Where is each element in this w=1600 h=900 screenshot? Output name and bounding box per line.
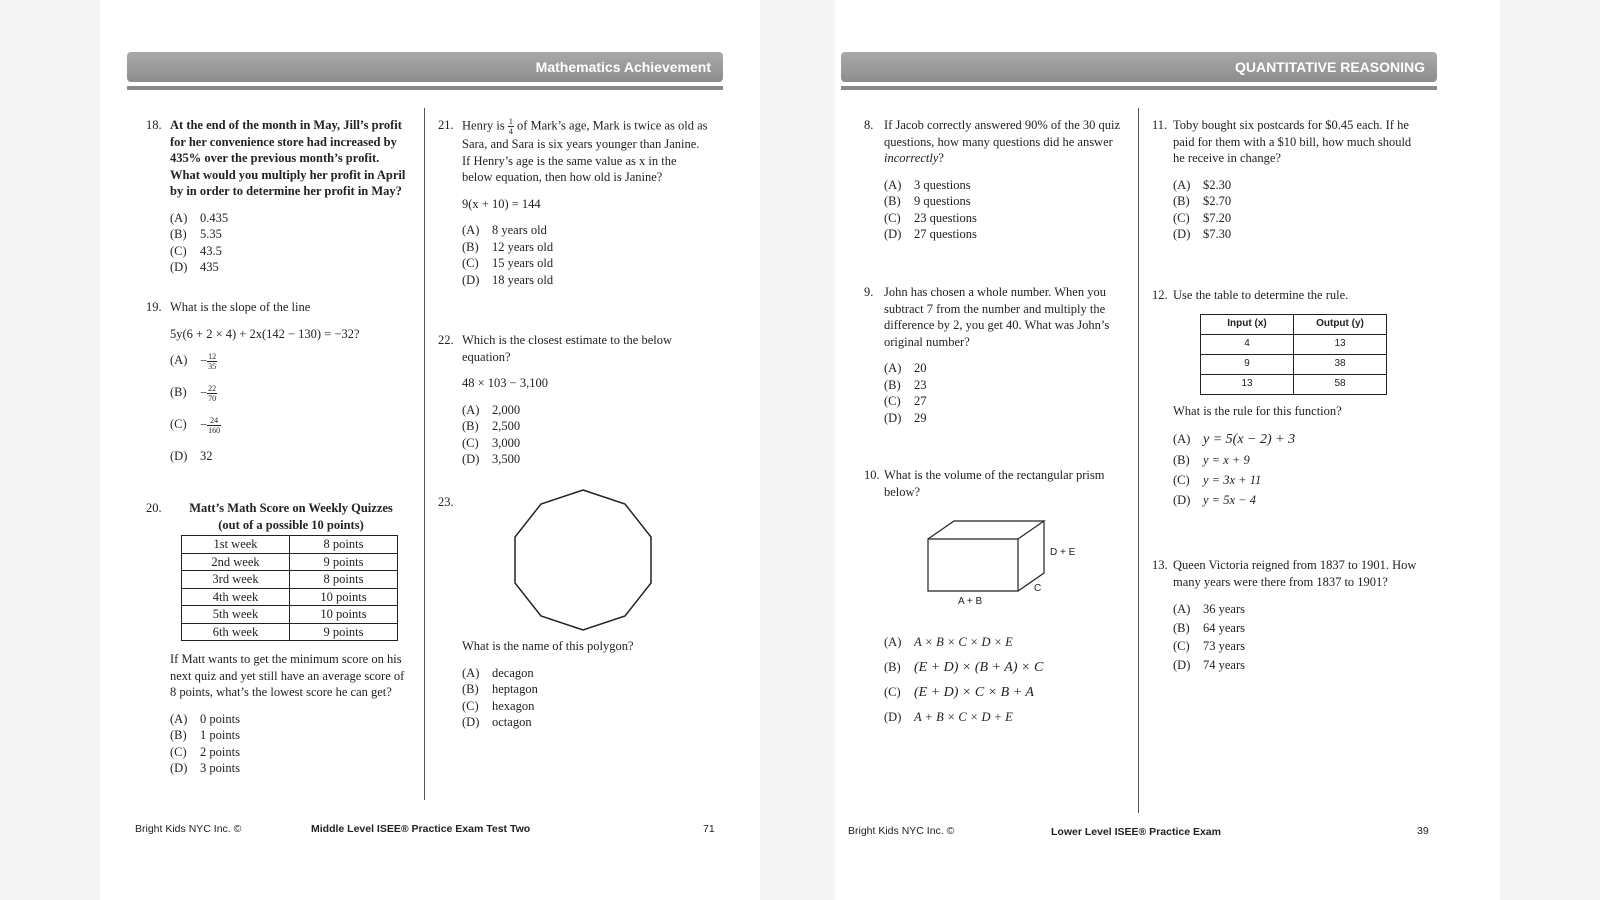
- right-column-divider: [1138, 108, 1139, 813]
- answer-option-b[interactable]: (B) 9 questions: [884, 194, 971, 208]
- answer-option-b[interactable]: (B) (E + D) × (B + A) × C: [884, 660, 1044, 675]
- score-cell: 8 points: [290, 571, 398, 589]
- answer-option-a[interactable]: (A) 3 questions: [884, 177, 971, 192]
- prism-height-label: D + E: [1050, 547, 1076, 558]
- equation: 9(x + 10) = 144: [462, 196, 541, 211]
- question-stem: Queen Victoria reigned from 1837 to 1901. How many years were there from 1837 to 1901?: [1173, 558, 1417, 589]
- answer-option-a[interactable]: (A) 36 years: [1173, 602, 1245, 616]
- decagon-figure: [505, 486, 661, 634]
- answer-option-c[interactable]: (C) 27: [884, 394, 927, 408]
- answer-option-d[interactable]: (D) 3,500: [462, 452, 521, 466]
- answer-option-a[interactable]: (A) decagon: [462, 665, 534, 680]
- question-19: [146, 299, 411, 480]
- footer-page-number: 39: [1417, 825, 1429, 837]
- answer-options: [884, 630, 1128, 730]
- answer-options: [170, 352, 411, 480]
- answer-option-b[interactable]: (B) 2,500: [462, 419, 521, 433]
- answer-option-b[interactable]: (B) 23: [884, 377, 927, 392]
- score-cell: 10 points: [290, 588, 398, 606]
- score-table: [181, 535, 398, 641]
- footer-publisher: Bright Kids NYC Inc. ©: [135, 823, 242, 835]
- answer-option-a[interactable]: (A) 2,000: [462, 402, 521, 417]
- question-prompt: What is the rule for this function?: [1173, 403, 1342, 418]
- question-number: 11.: [1152, 118, 1168, 132]
- answer-option-d[interactable]: (D) A + B × C × D + E: [884, 710, 1013, 724]
- column-header: Input (x): [1201, 314, 1294, 334]
- answer-option-b[interactable]: (B) − $\frac{22}{70}$: [170, 384, 217, 403]
- question-10-options: [864, 630, 1128, 730]
- table-header-row: [1201, 314, 1387, 334]
- prism-width-label: A + B: [958, 596, 983, 607]
- question-number: 21.: [438, 118, 454, 132]
- question-8: [864, 117, 1128, 243]
- question-stem: At the end of the month in May, Jill’s profit for her convenience store had increased by 435% over the previous month’s profit. What would you multiply her profit in April by in order to determine her profit in May?: [170, 118, 406, 198]
- question-stem: What is the slope of the line: [170, 300, 311, 314]
- table-row: [182, 536, 398, 554]
- question-stem: John has chosen a whole number. When you subtract 7 from the number and multiply the difference by 2, you get 40. What was John’s original number?: [884, 285, 1110, 349]
- footer-publisher: Bright Kids NYC Inc. ©: [848, 825, 955, 837]
- table-row: [182, 606, 398, 624]
- table-title: Matt’s Math Score on Weekly Quizzes: [189, 501, 393, 515]
- answer-option-a[interactable]: (A) 0.435: [170, 210, 229, 225]
- answer-option-d[interactable]: (D) 74 years: [1173, 657, 1245, 672]
- score-cell: 10 points: [290, 606, 398, 624]
- question-number: 10.: [864, 468, 880, 482]
- answer-options: [462, 222, 710, 288]
- answer-option-d[interactable]: (D) 27 questions: [884, 227, 977, 241]
- left-header-rule: [127, 86, 723, 90]
- question-13: [1152, 557, 1422, 674]
- fraction: $\frac{1}{4}$: [508, 117, 513, 136]
- answer-option-b[interactable]: (B) y = x + 9: [1173, 453, 1250, 467]
- footer-page-number: 71: [703, 823, 715, 835]
- question-stem: Henry is $\frac{1}{4}$ of Mark’s age, Mark is twice as old as Sara, and Sara is six years younger than Janine. If Henry’s age is the same value as x in the below equation, then how old is Janine?: [462, 117, 708, 184]
- answer-option-c[interactable]: (C) 15 years old: [462, 256, 554, 270]
- answer-option-d[interactable]: (D) 435: [170, 260, 219, 274]
- answer-options: [1173, 429, 1422, 510]
- question-number: 13.: [1152, 558, 1168, 572]
- question-12: [1152, 287, 1422, 510]
- rectangular-prism-figure: [920, 515, 1090, 610]
- score-cell: 9 points: [290, 553, 398, 571]
- question-11: [1152, 117, 1422, 243]
- footer-title: Lower Level ISEE® Practice Exam: [1051, 826, 1221, 838]
- answer-option-c[interactable]: (C) 2 points: [170, 744, 240, 759]
- question-number: 22.: [438, 333, 454, 347]
- answer-option-a[interactable]: (A) y = 5(x − 2) + 3: [1173, 432, 1296, 447]
- question-9: [864, 284, 1128, 426]
- answer-options: [1173, 177, 1422, 243]
- answer-option-a[interactable]: (A) $2.30: [1173, 177, 1232, 192]
- question-stem: Which is the closest estimate to the below equation?: [462, 333, 673, 364]
- answer-option-d[interactable]: (D) 32: [170, 449, 213, 463]
- answer-option-d[interactable]: (D) octagon: [462, 715, 532, 729]
- table-row: [182, 588, 398, 606]
- question-number: 20.: [146, 501, 162, 515]
- answer-option-a[interactable]: (A) 8 years old: [462, 223, 547, 237]
- question-18: [146, 117, 411, 276]
- answer-options: [462, 665, 710, 731]
- question-22: [438, 332, 710, 468]
- answer-options: [170, 210, 411, 276]
- question-number: 9.: [864, 285, 874, 299]
- footer-title: Middle Level ISEE® Practice Exam Test Two: [311, 823, 531, 835]
- answer-option-c[interactable]: (C) y = 3x + 11: [1173, 473, 1262, 487]
- answer-option-c[interactable]: (C) (E + D) × C × B + A: [884, 685, 1034, 700]
- week-cell: 1st week: [182, 536, 290, 554]
- question-number: 18.: [146, 118, 162, 132]
- function-table: [1200, 314, 1387, 395]
- answer-option-c[interactable]: (C) 3,000: [462, 435, 521, 450]
- answer-option-d[interactable]: (D) y = 5x − 4: [1173, 493, 1256, 507]
- question-number: 23.: [438, 495, 454, 509]
- right-section-header: QUANTITATIVE REASONING: [841, 52, 1437, 82]
- week-cell: 5th week: [182, 606, 290, 624]
- answer-option-b[interactable]: (B) 5.35: [170, 227, 222, 241]
- question-stem: What is the name of this polygon?: [462, 639, 634, 653]
- score-cell: 9 points: [290, 623, 398, 641]
- answer-option-b[interactable]: (B) $2.70: [1173, 194, 1232, 208]
- equation: 48 × 103 − 3,100: [462, 376, 548, 390]
- answer-option-d[interactable]: (D) 3 points: [170, 761, 240, 775]
- week-cell: 2nd week: [182, 553, 290, 571]
- question-number: 12.: [1152, 288, 1168, 302]
- week-cell: 3rd week: [182, 571, 290, 589]
- answer-option-a[interactable]: (A) − $\frac{12}{35}$: [170, 352, 217, 371]
- answer-option-b[interactable]: (B) 64 years: [1173, 620, 1245, 635]
- table-row: 13 58: [1201, 374, 1387, 394]
- answer-option-b[interactable]: (B) 12 years old: [462, 239, 554, 254]
- score-cell: 8 points: [290, 536, 398, 554]
- column-header: Output (y): [1294, 314, 1387, 334]
- answer-options: [884, 177, 1128, 243]
- answer-options: [462, 402, 710, 468]
- equation: 5y(6 + 2 × 4) + 2x(142 − 130) = −32?: [170, 326, 360, 341]
- answer-option-c[interactable]: (C) − $\frac{24}{160}$: [170, 416, 221, 435]
- answer-option-b[interactable]: (B) 1 points: [170, 728, 240, 742]
- answer-options: [1173, 600, 1422, 674]
- answer-option-c[interactable]: (C) hexagon: [462, 698, 535, 713]
- fraction: $\frac{22}{70}$: [208, 384, 217, 403]
- question-20: [146, 500, 411, 777]
- answer-option-d[interactable]: (D) 18 years old: [462, 272, 554, 287]
- answer-option-d[interactable]: (D) $7.30: [1173, 227, 1232, 241]
- table-row: 4 13: [1201, 334, 1387, 354]
- table-row: 9 38: [1201, 354, 1387, 374]
- left-column-divider: [424, 108, 425, 800]
- answer-option-c[interactable]: (C) 23 questions: [884, 210, 977, 225]
- right-header-rule: [841, 86, 1437, 90]
- answer-option-c[interactable]: (C) $7.20: [1173, 210, 1232, 225]
- answer-options: [170, 711, 411, 777]
- question-number: 8.: [864, 118, 874, 132]
- question-number: 19.: [146, 300, 162, 314]
- answer-option-a[interactable]: (A) A × B × C × D × E: [884, 635, 1013, 649]
- fraction: $\frac{24}{160}$: [208, 416, 221, 435]
- week-cell: 4th week: [182, 588, 290, 606]
- question-stem: If Jacob correctly answered 90% of the 30 quiz questions, how many questions did he answer incorrectly?: [884, 118, 1121, 165]
- question-stem: Use the table to determine the rule.: [1173, 288, 1349, 302]
- answer-options: [884, 360, 1128, 426]
- left-section-header: Mathematics Achievement: [127, 52, 723, 82]
- question-23-text: [438, 638, 710, 731]
- fraction: $\frac{12}{35}$: [208, 352, 217, 371]
- prism-depth-label: C: [1034, 583, 1042, 594]
- answer-option-d[interactable]: (D) 29: [884, 410, 927, 425]
- table-row: [182, 571, 398, 589]
- question-stem: Toby bought six postcards for $0.45 each. If he paid for them with a $10 bill, how much should he receive in change?: [1173, 118, 1412, 165]
- question-stem: If Matt wants to get the minimum score on his next quiz and yet still have an average score of 8 points, what’s the lowest score he can get?: [170, 652, 405, 699]
- answer-option-c[interactable]: (C) 73 years: [1173, 639, 1245, 653]
- week-cell: 6th week: [182, 623, 290, 641]
- question-21: [438, 117, 710, 288]
- table-subtitle: (out of a possible 10 points): [218, 517, 364, 532]
- answer-option-a[interactable]: (A) 20: [884, 361, 927, 375]
- table-row: [182, 553, 398, 571]
- answer-option-a[interactable]: (A) 0 points: [170, 711, 240, 726]
- question-10: [864, 467, 1128, 510]
- answer-option-c[interactable]: (C) 43.5: [170, 243, 222, 258]
- answer-option-b[interactable]: (B) heptagon: [462, 682, 538, 696]
- table-row: [182, 623, 398, 641]
- question-stem: What is the volume of the rectangular prism below?: [884, 468, 1105, 499]
